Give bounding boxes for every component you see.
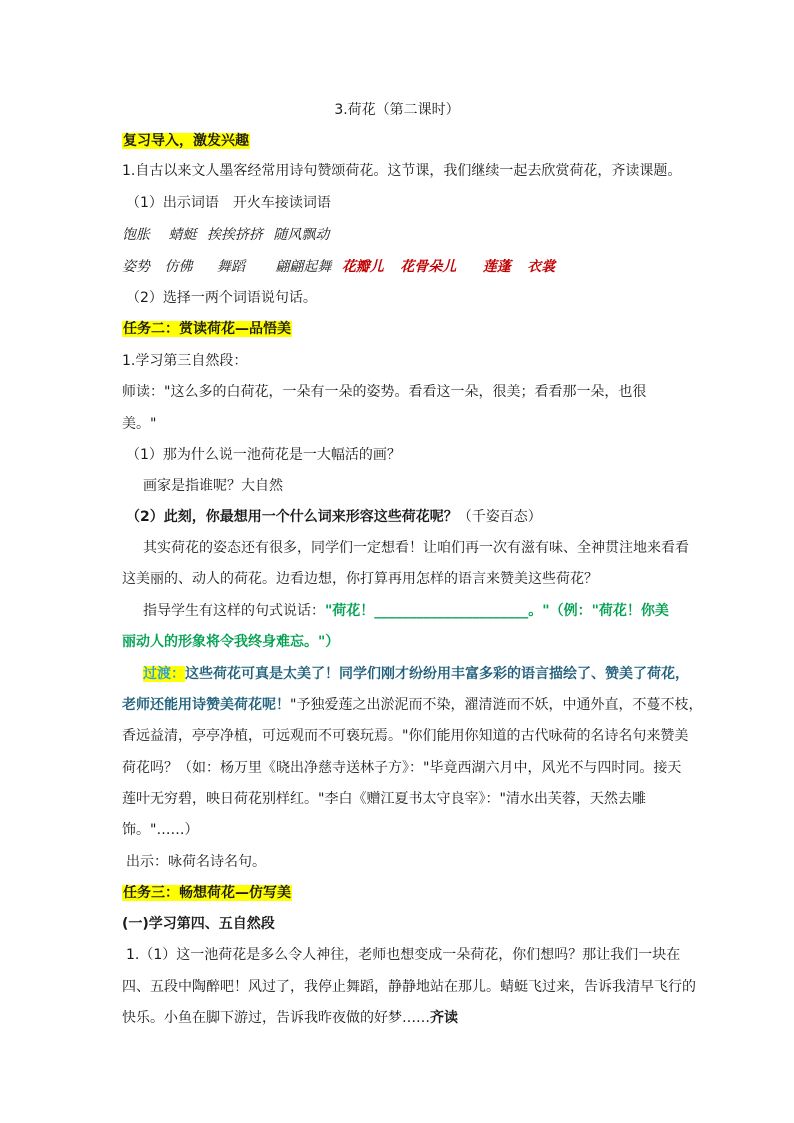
paragraph-study-3: 1.学习第三自然段： [122, 353, 248, 369]
question-2-text: （2）此刻，你最想用一个什么词来形容这些荷花呢？ [126, 509, 458, 525]
guide-text: 指导学生有这样的句式说话： [143, 603, 325, 619]
paragraph-study-45-3 [122, 1007, 458, 1029]
paragraph-continue-1: 其实荷花的姿态还有很多，同学们一定想看！让咱们再一次有滋有味、全神贯注地来看看 [143, 540, 689, 556]
paragraph-show-poems: 出示：咏荷名诗名句。 [126, 854, 266, 870]
question-1: （1）那为什么说一池荷花是一大幅活的画？ [126, 447, 401, 463]
guide-example-cont: 丽动人的形象将令我终身难忘。"） [122, 634, 340, 650]
answer-1: 画家是指谁呢？大自然 [143, 478, 283, 494]
transition-line-3: 香远益清，亭亭净植，可远观而不可亵玩焉。"你们能用你知道的古代咏荷的名诗名句来赞美 [122, 728, 689, 744]
paragraph-sentence-task: （2）选择一两个词语说句话。 [126, 290, 317, 306]
paragraph-intro: 1.自古以来文人墨客经常用诗句赞颂荷花。这节课，我们继续一起去欣赏荷花，齐读课题。 [122, 163, 682, 179]
section-heading-task3 [122, 882, 292, 904]
word: 饱胀 [122, 227, 150, 243]
paragraph-study-45-2: 四、五段中陶醉吧！风过了，我停止舞蹈，静静地站在那儿。蜻蜓飞过来，告诉我清早飞行的 [122, 979, 696, 995]
paragraph-text: 快乐。小鱼在脚下游过，告诉我昨夜做的好梦…… [122, 1010, 430, 1026]
heading-text: 复习导入，激发兴趣 [123, 133, 249, 149]
word-highlight: 衣裳 [527, 259, 556, 275]
section-heading-review [122, 130, 250, 152]
paragraph-study-45-1: 1.（1）这一池荷花是多么令人神往，老师也想变成一朵荷花，你们想吗？那让我们一块在 [126, 947, 681, 963]
word-highlight: 花骨朵儿 [400, 259, 457, 275]
subsection-heading: (一)学习第四、五自然段 [122, 916, 275, 932]
poem-quote: "予独爱莲之出淤泥而不染，濯清涟而不妖，中通外直，不蔓不枝， [290, 697, 703, 713]
transition-line-6: 饰。"……） [122, 822, 199, 838]
word-row-1 [122, 224, 329, 246]
word: 舞蹈 [216, 259, 245, 275]
transition-line-2 [122, 694, 702, 716]
page-title: 3.荷花（第二课时） [334, 102, 460, 118]
paragraph-teacher-read-2: 美。" [122, 416, 157, 432]
question-2 [126, 506, 542, 528]
heading-text: 任务三：畅想荷花—仿写美 [123, 885, 291, 901]
transition-label: 过渡： [143, 666, 185, 682]
paragraph-continue-2: 这美丽的、动人的荷花。边看边想，你打算再用怎样的语言来赞美这些荷花？ [122, 571, 598, 587]
transition-line-1 [143, 663, 689, 685]
guide-example: "荷花！______________________。"（例："荷花！你美 [325, 603, 669, 619]
transition-line-5: 莲叶无穷碧，映日荷花别样红。"李白《赠江夏书太守良宰》："清水出芙蓉，天然去雕 [122, 791, 646, 807]
word-highlight: 花瓣儿 [341, 259, 384, 275]
word: 姿势 [122, 259, 150, 275]
transition-text: 老师还能用诗赞美荷花呢！ [122, 697, 290, 713]
paragraph-guide [143, 600, 669, 622]
word: 随风飘动 [273, 227, 330, 243]
question-2-answer: （千姿百态） [457, 509, 542, 525]
section-heading-task2 [122, 318, 292, 340]
word: 蜻蜓 [168, 227, 197, 243]
paragraph-show-words: （1）出示词语 开火车接读词语 [126, 195, 331, 211]
heading-text: 任务二：赏读荷花—品悟美 [123, 321, 291, 337]
transition-line-4: 荷花吗？（如：杨万里《晓出净慈寺送林子方》："毕竟西湖六月中，风光不与四时同。接天 [122, 760, 682, 776]
word: 仿佛 [164, 259, 193, 275]
word: 翩翩起舞 [275, 259, 332, 275]
word-row-2 [122, 256, 555, 278]
word: 挨挨挤挤 [206, 227, 263, 243]
paragraph-teacher-read-1: 师读："这么多的白荷花，一朵有一朵的姿势。看看这一朵，很美；看看那一朵，也很 [122, 384, 647, 400]
read-aloud-cue: 齐读 [430, 1010, 458, 1026]
word-highlight: 莲蓬 [482, 259, 511, 275]
transition-text: 这些荷花可真是太美了！同学们刚才纷纷用丰富多彩的语言描绘了、赞美了荷花， [185, 666, 689, 682]
